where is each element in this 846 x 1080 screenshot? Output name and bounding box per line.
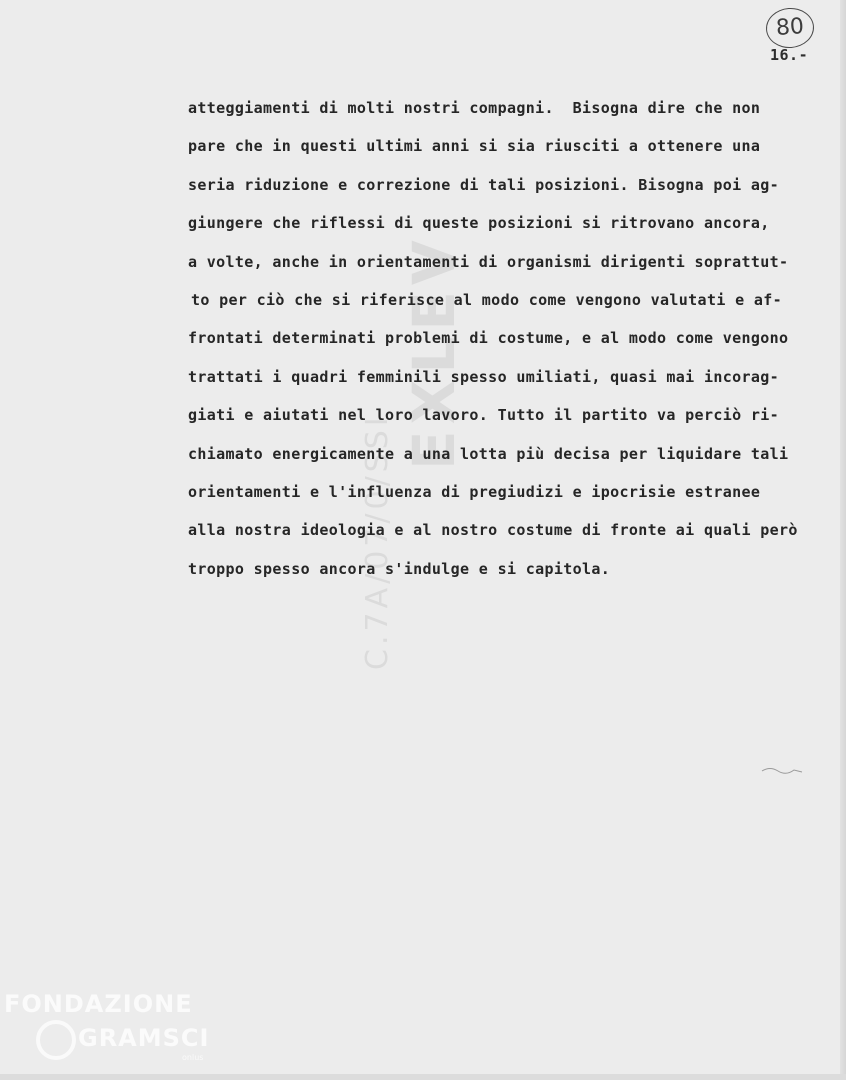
pencil-mark bbox=[760, 763, 804, 777]
text-line: a volte, anche in orientamenti di organismi dirigenti soprattut- bbox=[188, 252, 789, 271]
text-line: pare che in questi ultimi anni si sia riusciti a ottenere una bbox=[188, 137, 761, 156]
page-bottom-shadow bbox=[0, 1074, 846, 1080]
logo-line-2: GRAMSCI bbox=[78, 1024, 210, 1052]
text-line: chiamato energicamente a una lotta più decisa per liquidare tali bbox=[188, 444, 789, 463]
text-line: giungere che riflessi di queste posizioni si ritrovano ancora, bbox=[188, 214, 770, 233]
text-line: giati e aiutati nel loro lavoro. Tutto il partito va perciò ri- bbox=[188, 406, 779, 425]
typed-paragraph bbox=[188, 89, 846, 588]
logo-mark: onlus bbox=[182, 1053, 204, 1062]
text-line: atteggiamenti di molti nostri compagni. Bisogna dire che non bbox=[188, 99, 761, 117]
text-line: orientamenti e l'influenza di pregiudizi e ipocrisie estranee bbox=[188, 482, 761, 501]
text-line: to per ciò che si riferisce al modo come vengono valutati e af- bbox=[191, 290, 782, 309]
fondazione-gramsci-logo bbox=[4, 986, 214, 1066]
logo-line-1: FONDAZIONE bbox=[4, 990, 193, 1018]
text-line: seria riduzione e correzione di tali posizioni. Bisogna poi ag- bbox=[188, 175, 779, 194]
stamp-large-lettering: EXLEV bbox=[400, 234, 468, 470]
stamp-small-lettering: C.7A/07/0/SSI bbox=[360, 413, 395, 670]
handwritten-archive-number: 80 bbox=[765, 6, 816, 49]
text-line: alla nostra ideologia e al nostro costume di fronte ai quali però bbox=[188, 521, 798, 540]
text-line: troppo spesso ancora s'indulge e si capitola. bbox=[188, 559, 611, 578]
text-line: trattati i quadri femminili spesso umiliati, quasi mai incorag- bbox=[188, 367, 779, 386]
text-line: frontati determinati problemi di costume, e al modo come vengono bbox=[188, 329, 789, 348]
page-number: 16.- bbox=[770, 46, 809, 64]
